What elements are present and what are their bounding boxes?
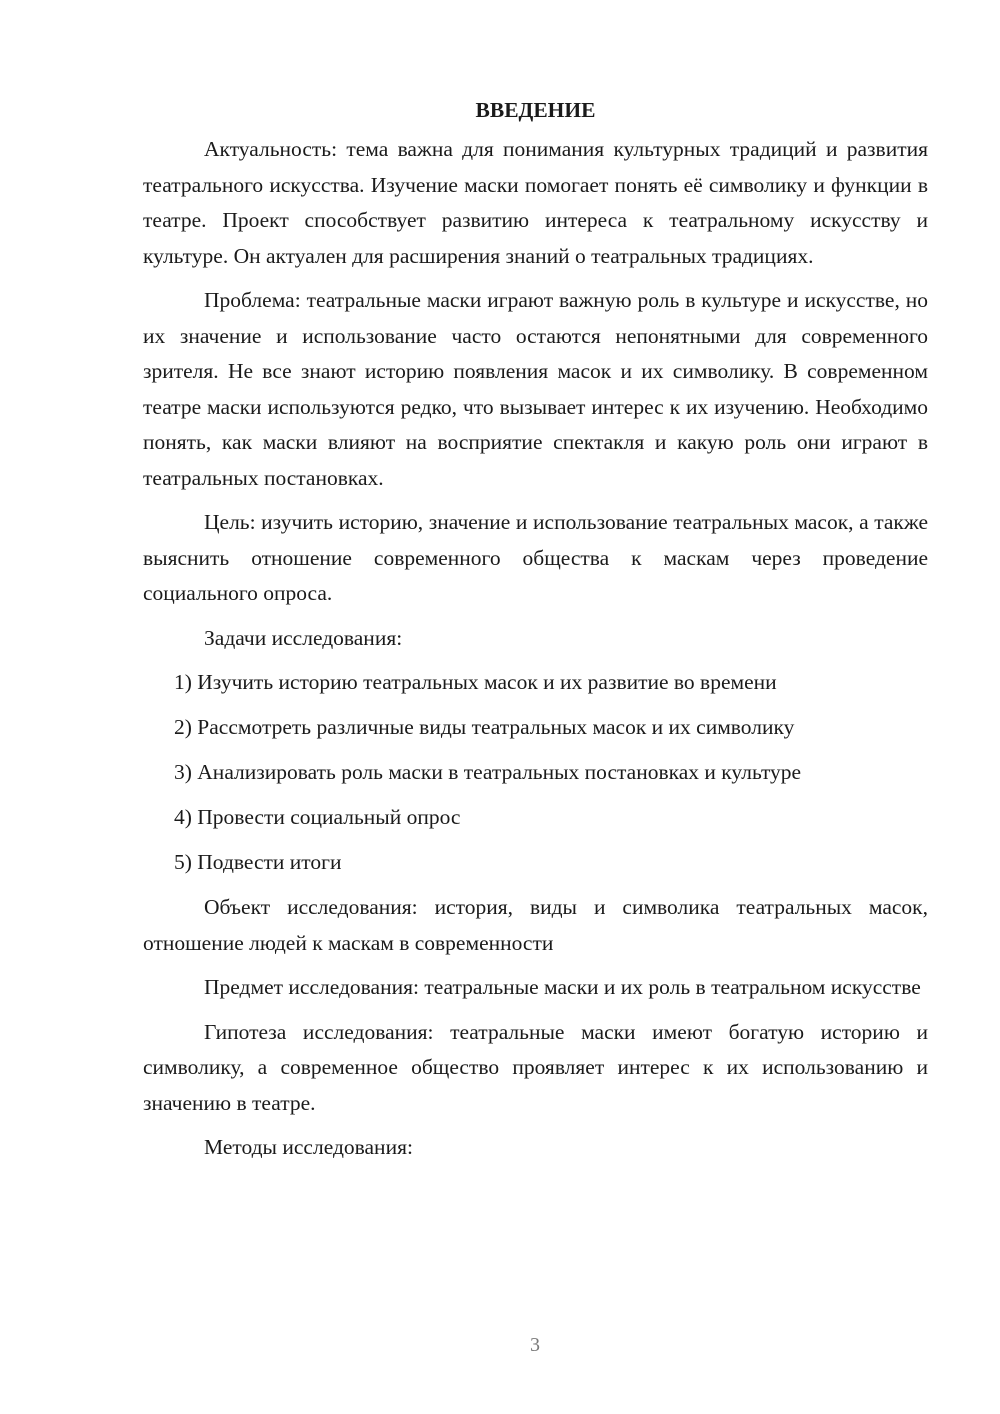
page-title: ВВЕДЕНИЕ <box>475 98 596 122</box>
list-item: 3) Анализировать роль маски в театральных постановках и культуре <box>174 760 802 784</box>
page-number: 3 <box>530 1334 540 1356</box>
problem-paragraph: Проблема: театральные маски играют важную роль в культуре и искусстве, но их значение и использование часто остаются непонятными для современного зрителя. Не все знают историю появления масок и их символику. В современном театре маски используются редко, что вызывает интерес к их изучению. Необходимо понять, как маски влияют на восприятие спектакля и какую роль они играют в театральных постановках. <box>143 288 928 490</box>
list-item: 1) Изучить историю театральных масок и их развитие во времени <box>174 670 777 694</box>
hypothesis-paragraph: Гипотеза исследования: театральные маски имеют богатую историю и символику, а современное общество проявляет интерес к их использованию и значению в театре. <box>143 1019 928 1115</box>
tasks-list <box>143 665 928 881</box>
list-item: 2) Рассмотреть различные виды театральных масок и их символику <box>174 715 795 739</box>
list-item: 5) Подвести итоги <box>174 850 342 874</box>
subject-paragraph: Предмет исследования: театральные маски и их роль в театральном искусстве <box>204 975 921 999</box>
document-page <box>143 92 928 1175</box>
object-paragraph: Объект исследования: история, виды и символика театральных масок, отношение людей к маскам в современности <box>143 895 928 955</box>
relevance-paragraph: Актуальность: тема важна для понимания культурных традиций и развития театрального искусства. Изучение маски помогает понять её символику и функции в театре. Проект способствует развитию интереса к театральному искусству и культуре. Он актуален для расширения знаний о театральных традициях. <box>143 137 928 268</box>
goal-paragraph: Цель: изучить историю, значение и использование театральных масок, а также выяснить отношение современного общества к маскам через проведение социального опроса. <box>143 510 928 605</box>
list-item: 4) Провести социальный опрос <box>174 805 461 829</box>
methods-heading: Методы исследования: <box>204 1135 413 1159</box>
tasks-heading: Задачи исследования: <box>204 625 403 650</box>
